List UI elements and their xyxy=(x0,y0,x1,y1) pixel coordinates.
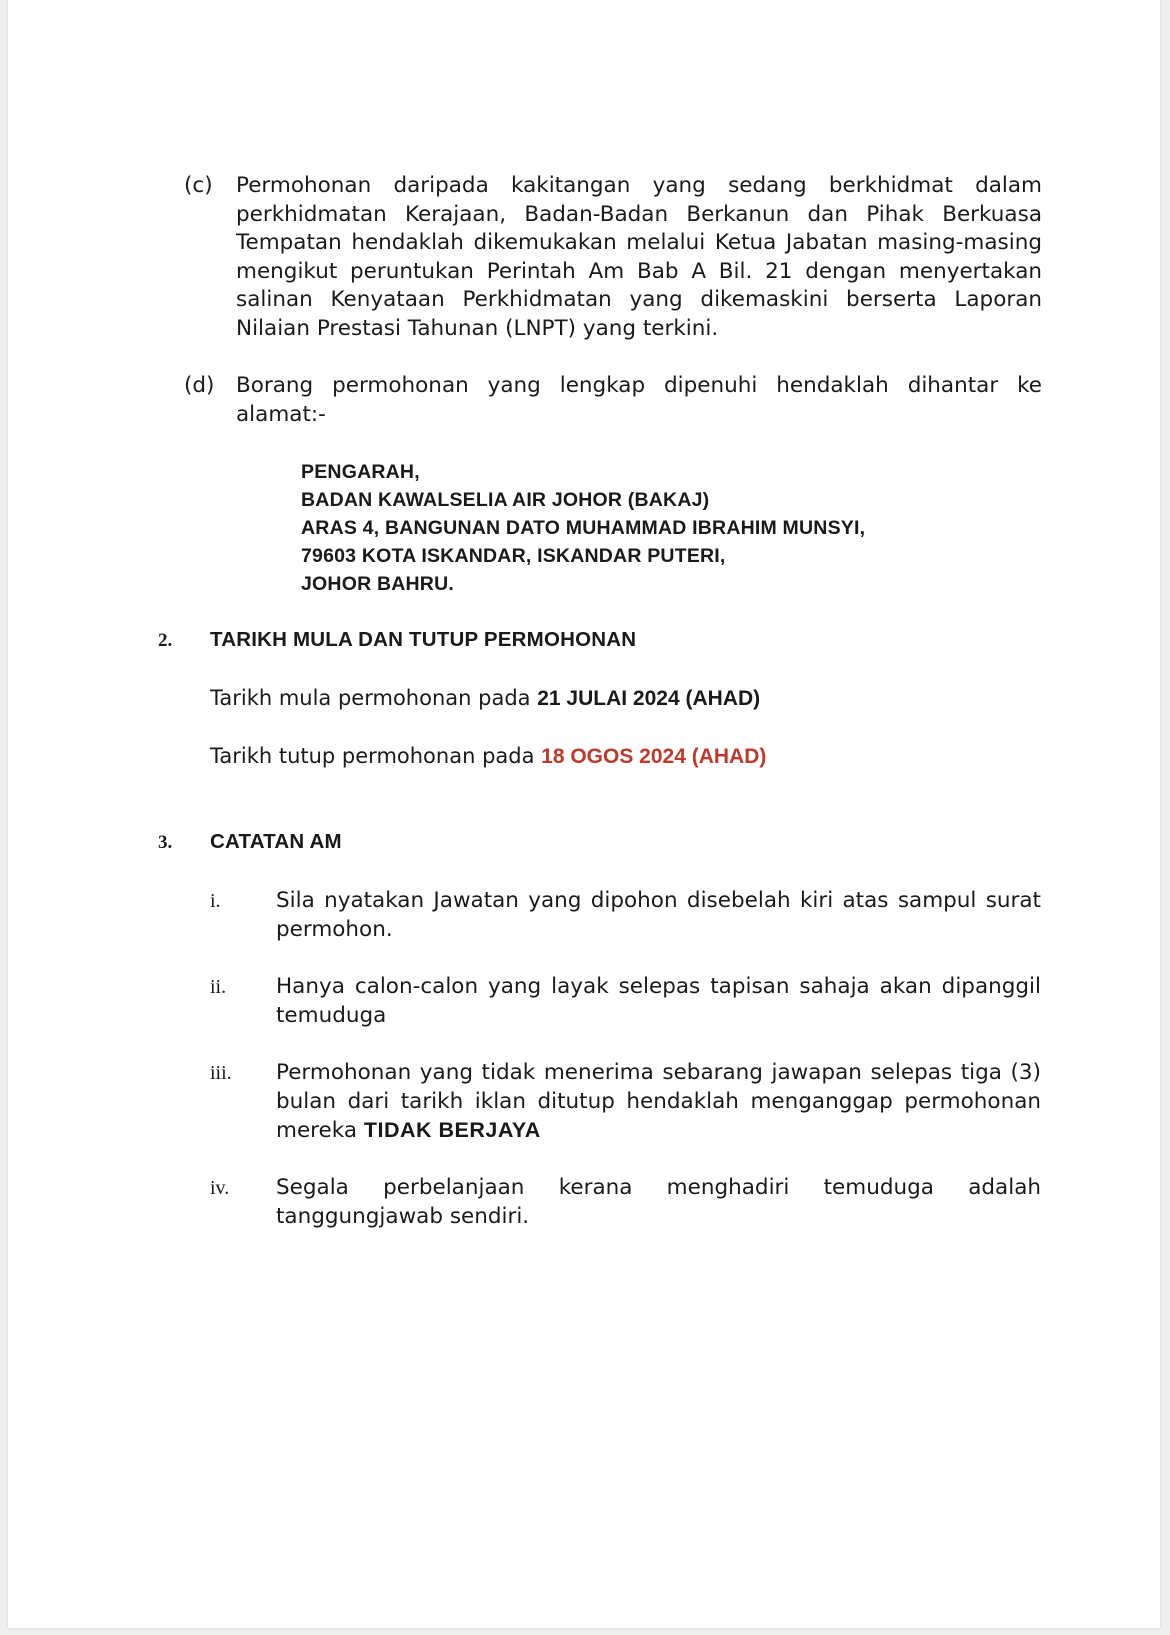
open-date-prefix: Tarikh mula permohonan pada xyxy=(210,686,538,710)
mailing-address xyxy=(301,458,865,598)
address-line: BADAN KAWALSELIA AIR JOHOR (BAKAJ) xyxy=(301,489,710,511)
close-date-prefix: Tarikh tutup permohonan pada xyxy=(210,744,542,768)
open-date-value: 21 JULAI 2024 (AHAD) xyxy=(537,687,761,710)
note-numeral: iii. xyxy=(210,1062,232,1084)
note-text: Sila nyatakan Jawatan yang dipohon disebelah kiri atas sampul surat permohon. xyxy=(276,888,1041,942)
note-text xyxy=(276,1059,1041,1146)
paragraph-c-label: (c) xyxy=(184,173,213,198)
section-3-title: CATATAN AM xyxy=(210,830,342,853)
note-numeral: i. xyxy=(210,890,221,912)
address-line: ARAS 4, BANGUNAN DATO MUHAMMAD IBRAHIM MUNSYI, xyxy=(301,517,866,539)
note-numeral: iv. xyxy=(210,1177,230,1199)
note-emphasis: TIDAK BERJAYA xyxy=(363,1118,541,1142)
note-text-body: Permohonan yang tidak menerima sebarang jawapan selepas tiga (3) bulan dari tarikh iklan ditutup hendaklah menganggap permohonan mereka xyxy=(276,1060,1041,1143)
address-line: PENGARAH, xyxy=(301,461,420,483)
section-3-number: 3. xyxy=(158,832,173,853)
address-line: JOHOR BAHRU. xyxy=(301,573,454,595)
section-2-title: TARIKH MULA DAN TUTUP PERMOHONAN xyxy=(210,628,637,651)
paragraph-c-text: Permohonan daripada kakitangan yang sedang berkhidmat dalam perkhidmatan Kerajaan, Badan-Badan Berkanun dan Pihak Berkuasa Tempatan hendaklah dikemukakan melalui Ketua Jabatan masing-masing mengikut peruntukan Perintah Am Bab A Bil. 21 dengan menyertakan salinan Kenyataan Perkhidmatan yang dikemaskini berserta Laporan Nilaian Prestasi Tahunan (LNPT) yang terkini. xyxy=(236,173,1042,341)
paragraph-d-text: Borang permohonan yang lengkap dipenuhi hendaklah dihantar ke alamat:- xyxy=(236,373,1042,427)
open-date-line xyxy=(210,686,760,711)
note-numeral: ii. xyxy=(210,976,227,998)
close-date-line xyxy=(210,744,766,769)
address-line: 79603 KOTA ISKANDAR, ISKANDAR PUTERI, xyxy=(301,545,726,567)
section-2-number: 2. xyxy=(158,630,173,651)
note-text: Segala perbelanjaan kerana menghadiri temuduga adalah tanggungjawab sendiri. xyxy=(276,1175,1041,1229)
paragraph-d-label: (d) xyxy=(184,373,215,398)
note-text: Hanya calon-calon yang layak selepas tapisan sahaja akan dipanggil temuduga xyxy=(276,974,1041,1028)
close-date-value: 18 OGOS 2024 (AHAD) xyxy=(541,745,767,768)
